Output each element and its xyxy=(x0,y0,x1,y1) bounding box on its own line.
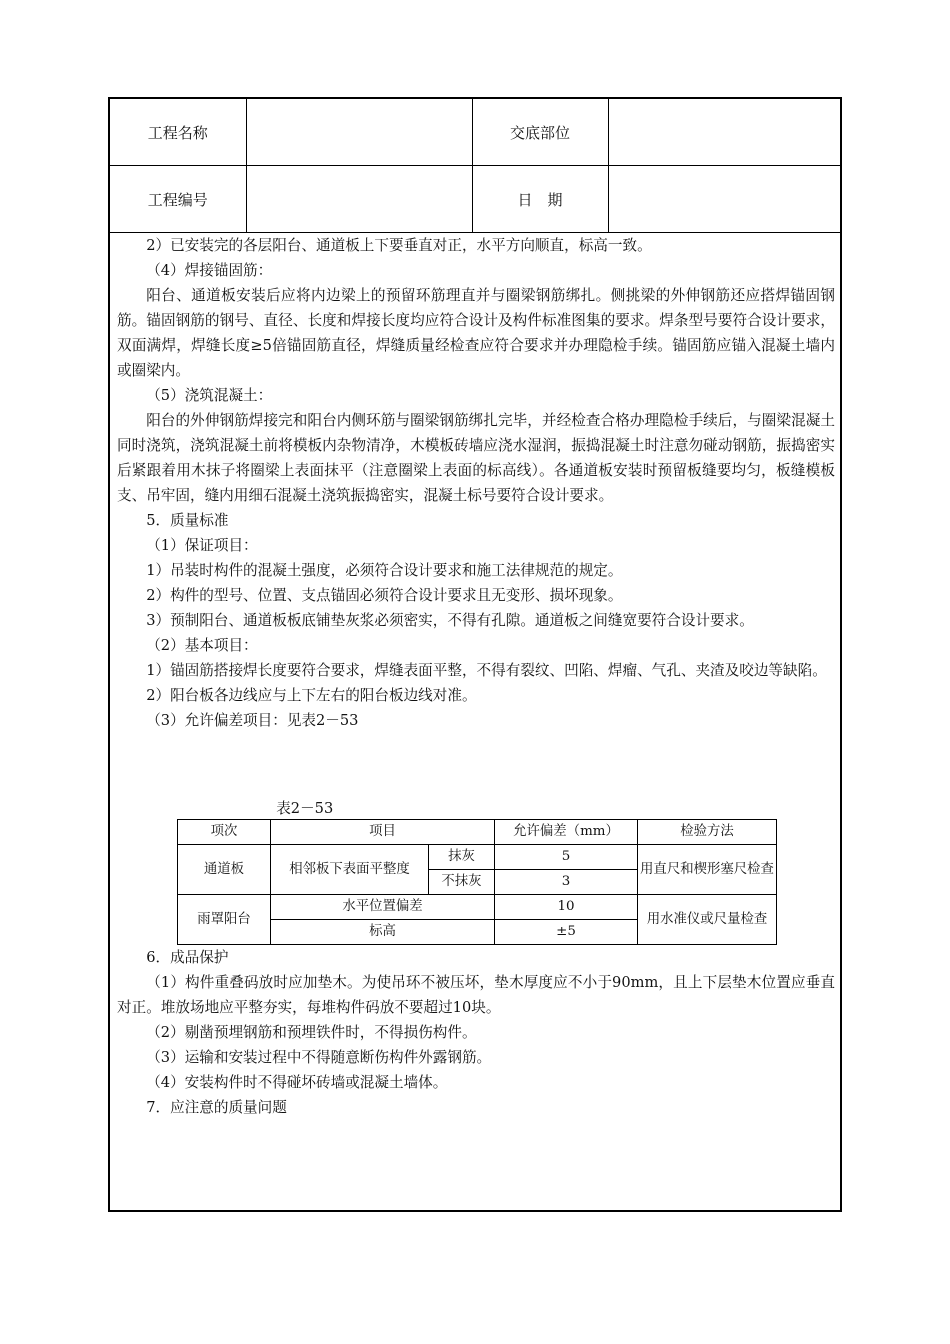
section-heading: （4）焊接锚固筋： xyxy=(146,262,273,279)
table-cell: 标高 xyxy=(271,920,495,945)
table-cell: 5 xyxy=(495,845,638,870)
table-cell: 3 xyxy=(495,870,638,895)
disclosure-part-label: 交底部位 xyxy=(472,99,608,166)
section-heading: （1）保证项目： xyxy=(146,537,258,554)
table-cell: 10 xyxy=(495,895,638,920)
paragraph: 2）已安装完的各层阳台、通道板上下要垂直对正，水平方向顺直，标高一致。 xyxy=(146,237,652,254)
table-row xyxy=(178,845,777,870)
table-header-cell: 项次 xyxy=(178,820,271,845)
table-row xyxy=(178,895,777,920)
paragraph: 2）阳台板各边线应与上下左右的阳台板边线对准。 xyxy=(146,687,477,704)
table-row xyxy=(178,820,777,845)
table-cell: 水平位置偏差 xyxy=(271,895,495,920)
section-heading: （5）浇筑混凝土： xyxy=(146,387,273,404)
table-cell: 抹灰 xyxy=(429,845,495,870)
project-number-label: 工程编号 xyxy=(110,166,246,233)
paragraph: 阳台、通道板安装后应将内边梁上的预留环筋理直并与圈梁钢筋绑扎。侧挑梁的外伸钢筋还应搭焊锚固钢筋。锚固钢筋的钢号、直径、长度和焊接长度均应符合设计及构件标准图集的要求。焊条型号要符合设计要求，双面满焊，焊缝长度≥5倍锚固筋直径，焊缝质量经检查应符合要求并办理隐检手续。锚固筋应锚入混凝土墙内或圈梁内。 xyxy=(117,287,835,379)
section-heading: （3）允许偏差项目：见表2－53 xyxy=(146,712,359,729)
paragraph: 1）吊装时构件的混凝土强度，必须符合设计要求和施工法律规范的规定。 xyxy=(146,562,623,579)
section-heading: 7．应注意的质量问题 xyxy=(146,1099,287,1116)
project-number-value[interactable] xyxy=(246,166,472,233)
section-heading: 6．成品保护 xyxy=(146,949,229,966)
paragraph: 2）构件的型号、位置、支点锚固必须符合设计要求且无变形、损坏现象。 xyxy=(146,587,623,604)
paragraph: （2）剔凿预埋钢筋和预埋铁件时，不得损伤构件。 xyxy=(146,1024,477,1041)
paragraph: 1）锚固筋搭接焊长度要符合要求，焊缝表面平整，不得有裂纹、凹陷、焊瘤、气孔、夹渣及咬边等缺陷。 xyxy=(146,662,827,679)
paragraph: 3）预制阳台、通道板板底铺垫灰浆必须密实，不得有孔隙。通道板之间缝宽要符合设计要求。 xyxy=(146,612,754,629)
project-name-value[interactable] xyxy=(246,99,472,166)
table-header-cell: 项目 xyxy=(271,820,495,845)
project-name-label: 工程名称 xyxy=(110,99,246,166)
date-label: 日 期 xyxy=(472,166,608,233)
section-heading: 5．质量标准 xyxy=(146,512,229,529)
paragraph: （1）构件重叠码放时应加垫木。为使吊环不被压坏，垫木厚度应不小于90mm，且上下层垫木位置应垂直对正。堆放场地应平整夯实，每堆构件码放不要超过10块。 xyxy=(117,974,835,1016)
table-cell: 相邻板下表面平整度 xyxy=(271,845,429,895)
date-value[interactable] xyxy=(608,166,840,233)
table-cell: 不抹灰 xyxy=(429,870,495,895)
table-cell: 用水准仪或尺量检查 xyxy=(638,895,777,945)
section-heading: （2）基本项目： xyxy=(146,637,258,654)
table-caption: 表2－53 xyxy=(276,800,334,817)
document-frame xyxy=(108,97,842,1212)
table-cell: 用直尺和楔形塞尺检查 xyxy=(638,845,777,895)
header-table xyxy=(110,99,840,233)
content-body xyxy=(117,233,835,1120)
paragraph: （4）安装构件时不得碰坏砖墙或混凝土墙体。 xyxy=(146,1074,448,1091)
table-header-cell: 允许偏差（mm） xyxy=(495,820,638,845)
table-header-cell: 检验方法 xyxy=(638,820,777,845)
deviation-table xyxy=(177,819,777,945)
table-cell: 通道板 xyxy=(178,845,271,895)
paragraph: 阳台的外伸钢筋焊接完和阳台内侧环筋与圈梁钢筋绑扎完毕，并经检查合格办理隐检手续后，与圈梁混凝土同时浇筑，浇筑混凝土前将模板内杂物清净，木模板砖墙应浇水湿润，振捣混凝土时注意勿碰动钢筋，振捣密实后紧跟着用木抹子将圈梁上表面抹平（注意圈梁上表面的标高线）。各通道板安装时预留板缝要均匀，板缝模板支、吊牢固，缝内用细石混凝土浇筑振捣密实，混凝土标号要符合设计要求。 xyxy=(117,412,835,504)
paragraph: （3）运输和安装过程中不得随意断伤构件外露钢筋。 xyxy=(146,1049,492,1066)
table-cell: 雨罩阳台 xyxy=(178,895,271,945)
table-cell: ±5 xyxy=(495,920,638,945)
disclosure-part-value[interactable] xyxy=(608,99,840,166)
